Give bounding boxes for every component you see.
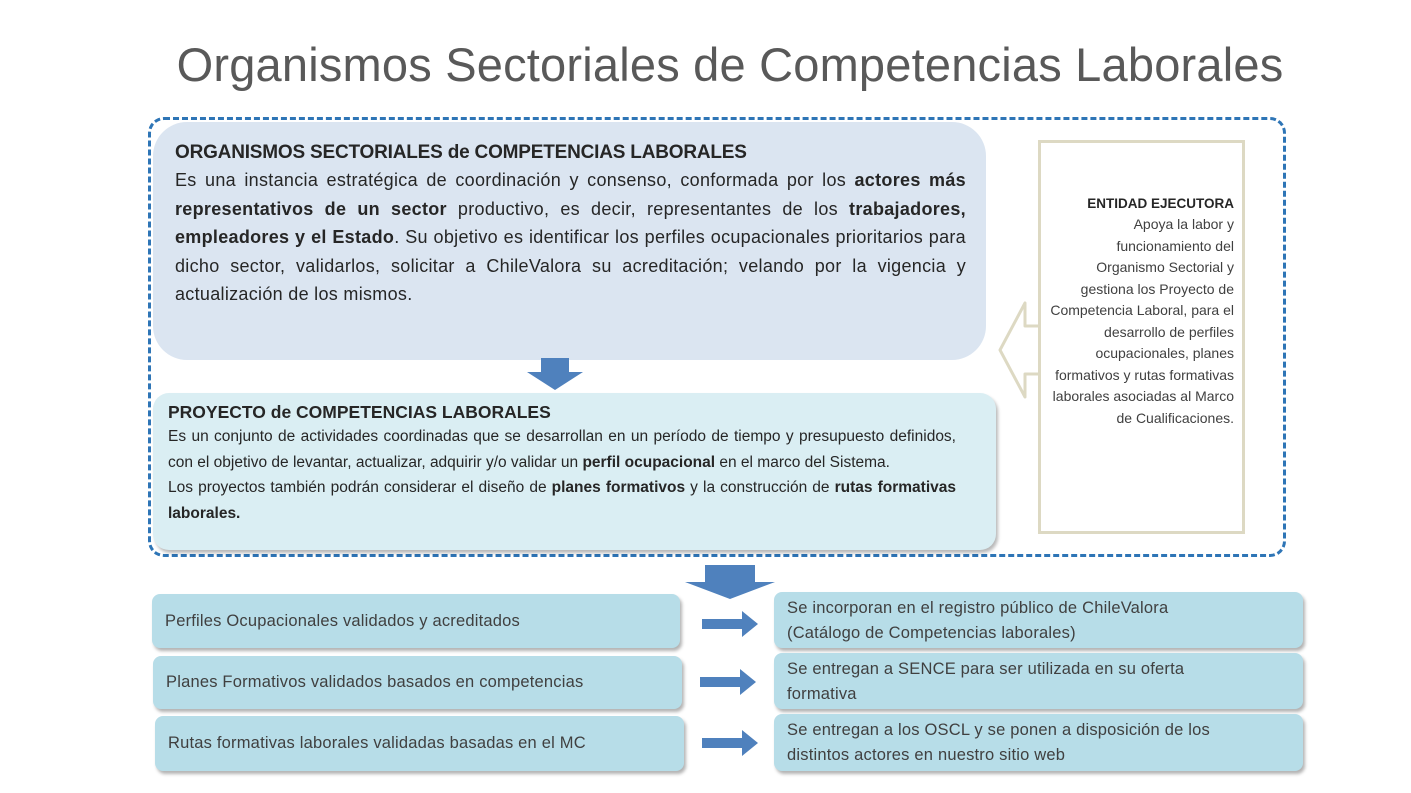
result-output-training-plans: Planes Formativos validados basados en competencias (153, 656, 682, 709)
destination-line: Se entregan a los OSCL y se ponen a disposición de los (787, 721, 1210, 739)
down-arrow-icon (685, 565, 775, 599)
osc-heading: ORGANISMOS SECTORIALES de COMPETENCIAS LABORALES (175, 142, 747, 163)
body-text: Los proyectos también podrán considerar el diseño de (168, 479, 552, 496)
emphasis-text: rutas formativas laborales. (168, 479, 956, 522)
left-arrow-icon (997, 300, 1043, 400)
destination-line: Se entregan a SENCE para ser utilizada en su oferta (787, 660, 1185, 678)
right-arrow-icon (702, 730, 758, 756)
body-text: Es un conjunto de actividades coordinadas que se desarrollan en un período de tiempo y presupuesto definidos, con el objetivo de levantar, actualizar, adquirir y/o validar un (168, 428, 956, 471)
executing-entity-description: Apoya la labor y funcionamiento del Organismo Sectorial y gestiona los Proyecto de Competencia Laboral, para el desarrollo de perfiles ocupacionales, planes formativos y rutas formativas laborales asociadas al Marco de Cualificaciones. (1050, 216, 1234, 426)
osc-definition-box (153, 122, 986, 360)
emphasis-text: planes formativos (551, 479, 686, 496)
result-output-training-routes: Rutas formativas laborales validadas basadas en el MC (155, 716, 684, 771)
emphasis-text: perfil ocupacional (582, 453, 716, 471)
project-paragraph-1 (168, 424, 956, 475)
body-text: . Su objetivo es identificar los perfiles ocupacionales prioritarios para dicho sector, validarlos, solicitar a ChileValora su acreditación; velando por la vigencia y actualización de los mismos. (175, 227, 966, 304)
executing-entity-box (1038, 140, 1245, 534)
project-description (168, 424, 956, 526)
result-destination-sence (774, 653, 1303, 709)
right-arrow-icon (700, 669, 756, 695)
result-destination-registry (774, 592, 1303, 648)
down-arrow-icon (527, 358, 583, 390)
project-paragraph-2 (168, 475, 956, 526)
slide-title: Organismos Sectoriales de Competencias Laborales (176, 38, 1284, 91)
body-text: y la construcción de (685, 479, 835, 496)
executing-entity-heading: ENTIDAD EJECUTORA (1087, 196, 1234, 211)
right-arrow-icon (702, 611, 758, 637)
destination-line: (Catálogo de Competencias laborales) (787, 624, 1076, 642)
destination-line: formativa (787, 685, 857, 703)
emphasis-text: trabajadores, empleadores y el Estado (175, 198, 966, 247)
result-destination-oscl (774, 714, 1303, 771)
destination-line: distintos actores en nuestro sitio web (787, 746, 1066, 764)
body-text: en el marco del Sistema. (715, 453, 890, 471)
osc-description (175, 166, 966, 309)
emphasis-text: actores más representativos de un sector (175, 170, 966, 219)
destination-line: Se incorporan en el registro público de ChileValora (787, 599, 1169, 617)
body-text: productivo, es decir, representantes de los (446, 198, 850, 219)
project-heading: PROYECTO de COMPETENCIAS LABORALES (168, 402, 551, 422)
body-text: Es una instancia estratégica de coordinación y consenso, conformada por los (175, 170, 855, 190)
project-definition-box (153, 393, 996, 550)
result-output-profiles: Perfiles Ocupacionales validados y acreditados (152, 594, 680, 648)
